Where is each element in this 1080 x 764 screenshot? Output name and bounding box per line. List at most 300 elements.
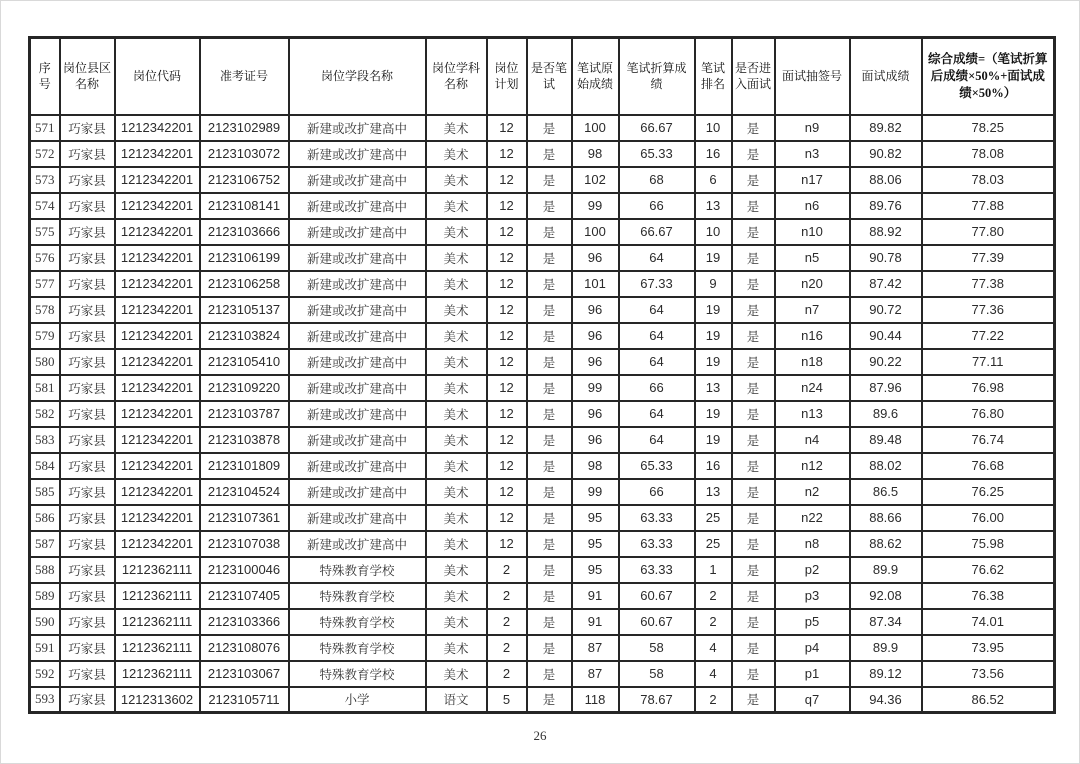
cell-rank: 1 [695, 557, 732, 583]
cell-written-exam: 是 [527, 115, 572, 141]
cell-subject: 美术 [426, 375, 487, 401]
table-row [30, 609, 1055, 635]
cell-raw-score: 95 [572, 531, 619, 557]
cell-converted-score: 66.67 [619, 219, 695, 245]
cell-converted-score: 66 [619, 375, 695, 401]
cell-serial: 590 [30, 609, 60, 635]
cell-raw-score: 101 [572, 271, 619, 297]
cell-plan: 2 [487, 661, 527, 687]
cell-rank: 19 [695, 401, 732, 427]
cell-lottery-number: n13 [775, 401, 850, 427]
cell-written-exam: 是 [527, 297, 572, 323]
cell-lottery-number: p1 [775, 661, 850, 687]
cell-position-code: 1212342201 [115, 219, 200, 245]
cell-subject: 美术 [426, 453, 487, 479]
cell-raw-score: 95 [572, 505, 619, 531]
cell-interview-entry: 是 [732, 193, 775, 219]
table-row [30, 687, 1055, 713]
cell-final-score: 86.52 [922, 687, 1055, 713]
cell-interview-score: 90.78 [850, 245, 922, 271]
cell-school-level: 新建或改扩建高中 [289, 219, 426, 245]
cell-written-exam: 是 [527, 531, 572, 557]
cell-school-level: 新建或改扩建高中 [289, 193, 426, 219]
cell-exam-id: 2123106258 [200, 271, 289, 297]
cell-rank: 10 [695, 115, 732, 141]
cell-interview-score: 89.48 [850, 427, 922, 453]
cell-final-score: 78.25 [922, 115, 1055, 141]
cell-county: 巧家县 [60, 219, 115, 245]
cell-plan: 12 [487, 297, 527, 323]
cell-written-exam: 是 [527, 505, 572, 531]
cell-school-level: 新建或改扩建高中 [289, 479, 426, 505]
cell-plan: 12 [487, 505, 527, 531]
cell-interview-entry: 是 [732, 271, 775, 297]
cell-raw-score: 96 [572, 401, 619, 427]
cell-final-score: 75.98 [922, 531, 1055, 557]
cell-plan: 2 [487, 557, 527, 583]
cell-subject: 美术 [426, 609, 487, 635]
cell-interview-entry: 是 [732, 141, 775, 167]
cell-serial: 587 [30, 531, 60, 557]
cell-subject: 美术 [426, 635, 487, 661]
cell-interview-score: 89.76 [850, 193, 922, 219]
cell-position-code: 1212342201 [115, 531, 200, 557]
cell-lottery-number: n18 [775, 349, 850, 375]
cell-interview-entry: 是 [732, 635, 775, 661]
cell-school-level: 新建或改扩建高中 [289, 245, 426, 271]
cell-raw-score: 96 [572, 245, 619, 271]
cell-position-code: 1212342201 [115, 453, 200, 479]
cell-rank: 19 [695, 297, 732, 323]
table-row [30, 219, 1055, 245]
cell-interview-entry: 是 [732, 349, 775, 375]
cell-interview-score: 89.9 [850, 557, 922, 583]
table-row [30, 401, 1055, 427]
cell-plan: 2 [487, 609, 527, 635]
cell-raw-score: 98 [572, 453, 619, 479]
cell-school-level: 新建或改扩建高中 [289, 505, 426, 531]
table-row [30, 115, 1055, 141]
cell-interview-score: 94.36 [850, 687, 922, 713]
cell-lottery-number: n12 [775, 453, 850, 479]
cell-position-code: 1212342201 [115, 297, 200, 323]
cell-plan: 2 [487, 583, 527, 609]
cell-final-score: 77.11 [922, 349, 1055, 375]
cell-subject: 美术 [426, 271, 487, 297]
cell-plan: 12 [487, 375, 527, 401]
cell-raw-score: 100 [572, 115, 619, 141]
cell-school-level: 新建或改扩建高中 [289, 167, 426, 193]
cell-exam-id: 2123105711 [200, 687, 289, 713]
cell-written-exam: 是 [527, 401, 572, 427]
cell-county: 巧家县 [60, 557, 115, 583]
cell-rank: 13 [695, 375, 732, 401]
cell-written-exam: 是 [527, 323, 572, 349]
cell-subject: 美术 [426, 557, 487, 583]
cell-raw-score: 102 [572, 167, 619, 193]
cell-converted-score: 63.33 [619, 557, 695, 583]
cell-school-level: 新建或改扩建高中 [289, 375, 426, 401]
cell-lottery-number: n10 [775, 219, 850, 245]
cell-raw-score: 99 [572, 479, 619, 505]
table-body [30, 115, 1055, 713]
cell-school-level: 特殊教育学校 [289, 661, 426, 687]
cell-interview-entry: 是 [732, 219, 775, 245]
table-row [30, 167, 1055, 193]
table-row [30, 297, 1055, 323]
cell-lottery-number: n17 [775, 167, 850, 193]
cell-plan: 12 [487, 479, 527, 505]
cell-subject: 语文 [426, 687, 487, 713]
cell-exam-id: 2123109220 [200, 375, 289, 401]
cell-written-exam: 是 [527, 375, 572, 401]
cell-exam-id: 2123107038 [200, 531, 289, 557]
cell-interview-score: 88.62 [850, 531, 922, 557]
cell-position-code: 1212342201 [115, 505, 200, 531]
cell-converted-score: 66.67 [619, 115, 695, 141]
cell-rank: 4 [695, 661, 732, 687]
cell-plan: 12 [487, 271, 527, 297]
table-row [30, 375, 1055, 401]
cell-lottery-number: n3 [775, 141, 850, 167]
cell-interview-entry: 是 [732, 245, 775, 271]
cell-interview-score: 90.22 [850, 349, 922, 375]
cell-county: 巧家县 [60, 245, 115, 271]
cell-converted-score: 64 [619, 401, 695, 427]
cell-final-score: 76.80 [922, 401, 1055, 427]
cell-exam-id: 2123102989 [200, 115, 289, 141]
cell-county: 巧家县 [60, 401, 115, 427]
cell-raw-score: 91 [572, 583, 619, 609]
cell-converted-score: 64 [619, 427, 695, 453]
col-header-plan: 岗位计划 [487, 38, 527, 115]
cell-final-score: 77.39 [922, 245, 1055, 271]
cell-interview-entry: 是 [732, 557, 775, 583]
cell-position-code: 1212362111 [115, 609, 200, 635]
cell-serial: 583 [30, 427, 60, 453]
cell-school-level: 新建或改扩建高中 [289, 531, 426, 557]
cell-lottery-number: p3 [775, 583, 850, 609]
cell-plan: 2 [487, 635, 527, 661]
cell-plan: 12 [487, 323, 527, 349]
col-header-school-level: 岗位学段名称 [289, 38, 426, 115]
cell-position-code: 1212342201 [115, 349, 200, 375]
cell-interview-entry: 是 [732, 401, 775, 427]
cell-raw-score: 100 [572, 219, 619, 245]
cell-plan: 12 [487, 245, 527, 271]
cell-plan: 12 [487, 219, 527, 245]
cell-plan: 12 [487, 115, 527, 141]
cell-final-score: 77.80 [922, 219, 1055, 245]
cell-county: 巧家县 [60, 661, 115, 687]
cell-position-code: 1212362111 [115, 661, 200, 687]
cell-converted-score: 63.33 [619, 531, 695, 557]
cell-rank: 25 [695, 505, 732, 531]
table-row [30, 661, 1055, 687]
page-number: 26 [533, 728, 547, 743]
cell-serial: 591 [30, 635, 60, 661]
cell-exam-id: 2123103072 [200, 141, 289, 167]
cell-interview-entry: 是 [732, 479, 775, 505]
cell-converted-score: 65.33 [619, 141, 695, 167]
col-header-raw-score: 笔试原始成绩 [572, 38, 619, 115]
cell-serial: 593 [30, 687, 60, 713]
cell-county: 巧家县 [60, 323, 115, 349]
col-header-final-score: 综合成绩=（笔试折算后成绩×50%+面试成绩×50%） [922, 38, 1055, 115]
cell-converted-score: 68 [619, 167, 695, 193]
cell-serial: 589 [30, 583, 60, 609]
cell-final-score: 77.38 [922, 271, 1055, 297]
cell-converted-score: 58 [619, 661, 695, 687]
cell-rank: 19 [695, 349, 732, 375]
cell-county: 巧家县 [60, 297, 115, 323]
cell-rank: 13 [695, 193, 732, 219]
cell-school-level: 特殊教育学校 [289, 557, 426, 583]
cell-rank: 25 [695, 531, 732, 557]
cell-exam-id: 2123108076 [200, 635, 289, 661]
cell-position-code: 1212362111 [115, 635, 200, 661]
cell-serial: 575 [30, 219, 60, 245]
cell-final-score: 76.68 [922, 453, 1055, 479]
cell-lottery-number: n9 [775, 115, 850, 141]
cell-plan: 12 [487, 141, 527, 167]
cell-serial: 574 [30, 193, 60, 219]
cell-final-score: 76.74 [922, 427, 1055, 453]
cell-exam-id: 2123106752 [200, 167, 289, 193]
cell-serial: 588 [30, 557, 60, 583]
cell-exam-id: 2123105137 [200, 297, 289, 323]
cell-county: 巧家县 [60, 609, 115, 635]
cell-school-level: 新建或改扩建高中 [289, 401, 426, 427]
cell-school-level: 新建或改扩建高中 [289, 297, 426, 323]
cell-converted-score: 60.67 [619, 583, 695, 609]
table-row [30, 193, 1055, 219]
cell-rank: 16 [695, 141, 732, 167]
cell-serial: 585 [30, 479, 60, 505]
cell-rank: 19 [695, 245, 732, 271]
cell-interview-entry: 是 [732, 323, 775, 349]
table-row [30, 323, 1055, 349]
cell-rank: 9 [695, 271, 732, 297]
cell-rank: 16 [695, 453, 732, 479]
cell-final-score: 76.25 [922, 479, 1055, 505]
cell-lottery-number: n4 [775, 427, 850, 453]
cell-written-exam: 是 [527, 453, 572, 479]
cell-interview-score: 88.02 [850, 453, 922, 479]
cell-subject: 美术 [426, 141, 487, 167]
cell-converted-score: 58 [619, 635, 695, 661]
cell-position-code: 1212342201 [115, 141, 200, 167]
cell-exam-id: 2123107361 [200, 505, 289, 531]
cell-exam-id: 2123103067 [200, 661, 289, 687]
cell-serial: 578 [30, 297, 60, 323]
col-header-converted-score: 笔试折算成绩 [619, 38, 695, 115]
cell-county: 巧家县 [60, 453, 115, 479]
cell-subject: 美术 [426, 349, 487, 375]
cell-lottery-number: n22 [775, 505, 850, 531]
cell-county: 巧家县 [60, 349, 115, 375]
cell-school-level: 新建或改扩建高中 [289, 349, 426, 375]
cell-subject: 美术 [426, 427, 487, 453]
cell-interview-entry: 是 [732, 375, 775, 401]
col-header-serial: 序号 [30, 38, 60, 115]
cell-subject: 美术 [426, 583, 487, 609]
col-header-subject: 岗位学科名称 [426, 38, 487, 115]
cell-written-exam: 是 [527, 609, 572, 635]
cell-raw-score: 118 [572, 687, 619, 713]
cell-converted-score: 64 [619, 245, 695, 271]
cell-raw-score: 87 [572, 635, 619, 661]
cell-interview-entry: 是 [732, 583, 775, 609]
cell-interview-entry: 是 [732, 609, 775, 635]
cell-county: 巧家县 [60, 167, 115, 193]
cell-interview-entry: 是 [732, 531, 775, 557]
cell-county: 巧家县 [60, 375, 115, 401]
cell-converted-score: 67.33 [619, 271, 695, 297]
cell-written-exam: 是 [527, 479, 572, 505]
cell-interview-score: 89.82 [850, 115, 922, 141]
cell-exam-id: 2123107405 [200, 583, 289, 609]
cell-serial: 586 [30, 505, 60, 531]
cell-county: 巧家县 [60, 635, 115, 661]
col-header-position-code: 岗位代码 [115, 38, 200, 115]
cell-lottery-number: n6 [775, 193, 850, 219]
cell-position-code: 1212342201 [115, 271, 200, 297]
cell-written-exam: 是 [527, 661, 572, 687]
cell-school-level: 新建或改扩建高中 [289, 427, 426, 453]
cell-serial: 571 [30, 115, 60, 141]
cell-interview-score: 88.92 [850, 219, 922, 245]
cell-lottery-number: n16 [775, 323, 850, 349]
cell-converted-score: 60.67 [619, 609, 695, 635]
cell-subject: 美术 [426, 115, 487, 141]
table-row [30, 635, 1055, 661]
cell-serial: 577 [30, 271, 60, 297]
cell-final-score: 78.03 [922, 167, 1055, 193]
cell-final-score: 76.38 [922, 583, 1055, 609]
cell-written-exam: 是 [527, 141, 572, 167]
cell-converted-score: 66 [619, 193, 695, 219]
cell-interview-entry: 是 [732, 661, 775, 687]
cell-written-exam: 是 [527, 687, 572, 713]
cell-serial: 572 [30, 141, 60, 167]
cell-lottery-number: p2 [775, 557, 850, 583]
cell-interview-score: 88.66 [850, 505, 922, 531]
cell-written-exam: 是 [527, 245, 572, 271]
cell-subject: 美术 [426, 167, 487, 193]
cell-rank: 13 [695, 479, 732, 505]
cell-interview-score: 89.12 [850, 661, 922, 687]
cell-rank: 2 [695, 583, 732, 609]
cell-county: 巧家县 [60, 271, 115, 297]
cell-exam-id: 2123105410 [200, 349, 289, 375]
cell-rank: 19 [695, 323, 732, 349]
cell-lottery-number: n7 [775, 297, 850, 323]
cell-rank: 4 [695, 635, 732, 661]
cell-interview-score: 90.82 [850, 141, 922, 167]
cell-county: 巧家县 [60, 505, 115, 531]
cell-subject: 美术 [426, 401, 487, 427]
cell-raw-score: 99 [572, 375, 619, 401]
cell-serial: 576 [30, 245, 60, 271]
cell-plan: 5 [487, 687, 527, 713]
cell-subject: 美术 [426, 479, 487, 505]
col-header-written-exam: 是否笔试 [527, 38, 572, 115]
cell-exam-id: 2123103666 [200, 219, 289, 245]
cell-plan: 12 [487, 427, 527, 453]
cell-written-exam: 是 [527, 271, 572, 297]
cell-serial: 582 [30, 401, 60, 427]
table-row [30, 505, 1055, 531]
cell-exam-id: 2123103787 [200, 401, 289, 427]
cell-interview-score: 90.44 [850, 323, 922, 349]
cell-raw-score: 98 [572, 141, 619, 167]
cell-raw-score: 96 [572, 427, 619, 453]
cell-interview-score: 88.06 [850, 167, 922, 193]
cell-rank: 6 [695, 167, 732, 193]
cell-school-level: 新建或改扩建高中 [289, 115, 426, 141]
cell-interview-score: 87.96 [850, 375, 922, 401]
col-header-lottery-number: 面试抽签号 [775, 38, 850, 115]
cell-position-code: 1212342201 [115, 115, 200, 141]
cell-subject: 美术 [426, 193, 487, 219]
cell-exam-id: 2123103366 [200, 609, 289, 635]
cell-exam-id: 2123108141 [200, 193, 289, 219]
cell-lottery-number: p5 [775, 609, 850, 635]
cell-written-exam: 是 [527, 167, 572, 193]
cell-school-level: 新建或改扩建高中 [289, 141, 426, 167]
table-row [30, 141, 1055, 167]
cell-converted-score: 64 [619, 297, 695, 323]
cell-written-exam: 是 [527, 349, 572, 375]
cell-school-level: 小学 [289, 687, 426, 713]
cell-raw-score: 96 [572, 323, 619, 349]
table-row [30, 245, 1055, 271]
cell-plan: 12 [487, 167, 527, 193]
cell-county: 巧家县 [60, 531, 115, 557]
cell-exam-id: 2123100046 [200, 557, 289, 583]
cell-position-code: 1212342201 [115, 479, 200, 505]
cell-converted-score: 65.33 [619, 453, 695, 479]
cell-position-code: 1212342201 [115, 193, 200, 219]
cell-interview-score: 87.34 [850, 609, 922, 635]
cell-county: 巧家县 [60, 193, 115, 219]
cell-county: 巧家县 [60, 479, 115, 505]
table-row [30, 557, 1055, 583]
cell-interview-score: 90.72 [850, 297, 922, 323]
cell-plan: 12 [487, 531, 527, 557]
cell-subject: 美术 [426, 245, 487, 271]
cell-interview-entry: 是 [732, 167, 775, 193]
cell-final-score: 73.95 [922, 635, 1055, 661]
cell-exam-id: 2123101809 [200, 453, 289, 479]
cell-rank: 2 [695, 609, 732, 635]
cell-lottery-number: q7 [775, 687, 850, 713]
cell-serial: 584 [30, 453, 60, 479]
cell-final-score: 74.01 [922, 609, 1055, 635]
table-row [30, 349, 1055, 375]
cell-interview-entry: 是 [732, 427, 775, 453]
cell-written-exam: 是 [527, 219, 572, 245]
cell-interview-entry: 是 [732, 115, 775, 141]
cell-serial: 580 [30, 349, 60, 375]
cell-interview-score: 89.9 [850, 635, 922, 661]
cell-subject: 美术 [426, 219, 487, 245]
cell-subject: 美术 [426, 505, 487, 531]
cell-serial: 592 [30, 661, 60, 687]
table-row [30, 271, 1055, 297]
cell-lottery-number: n20 [775, 271, 850, 297]
